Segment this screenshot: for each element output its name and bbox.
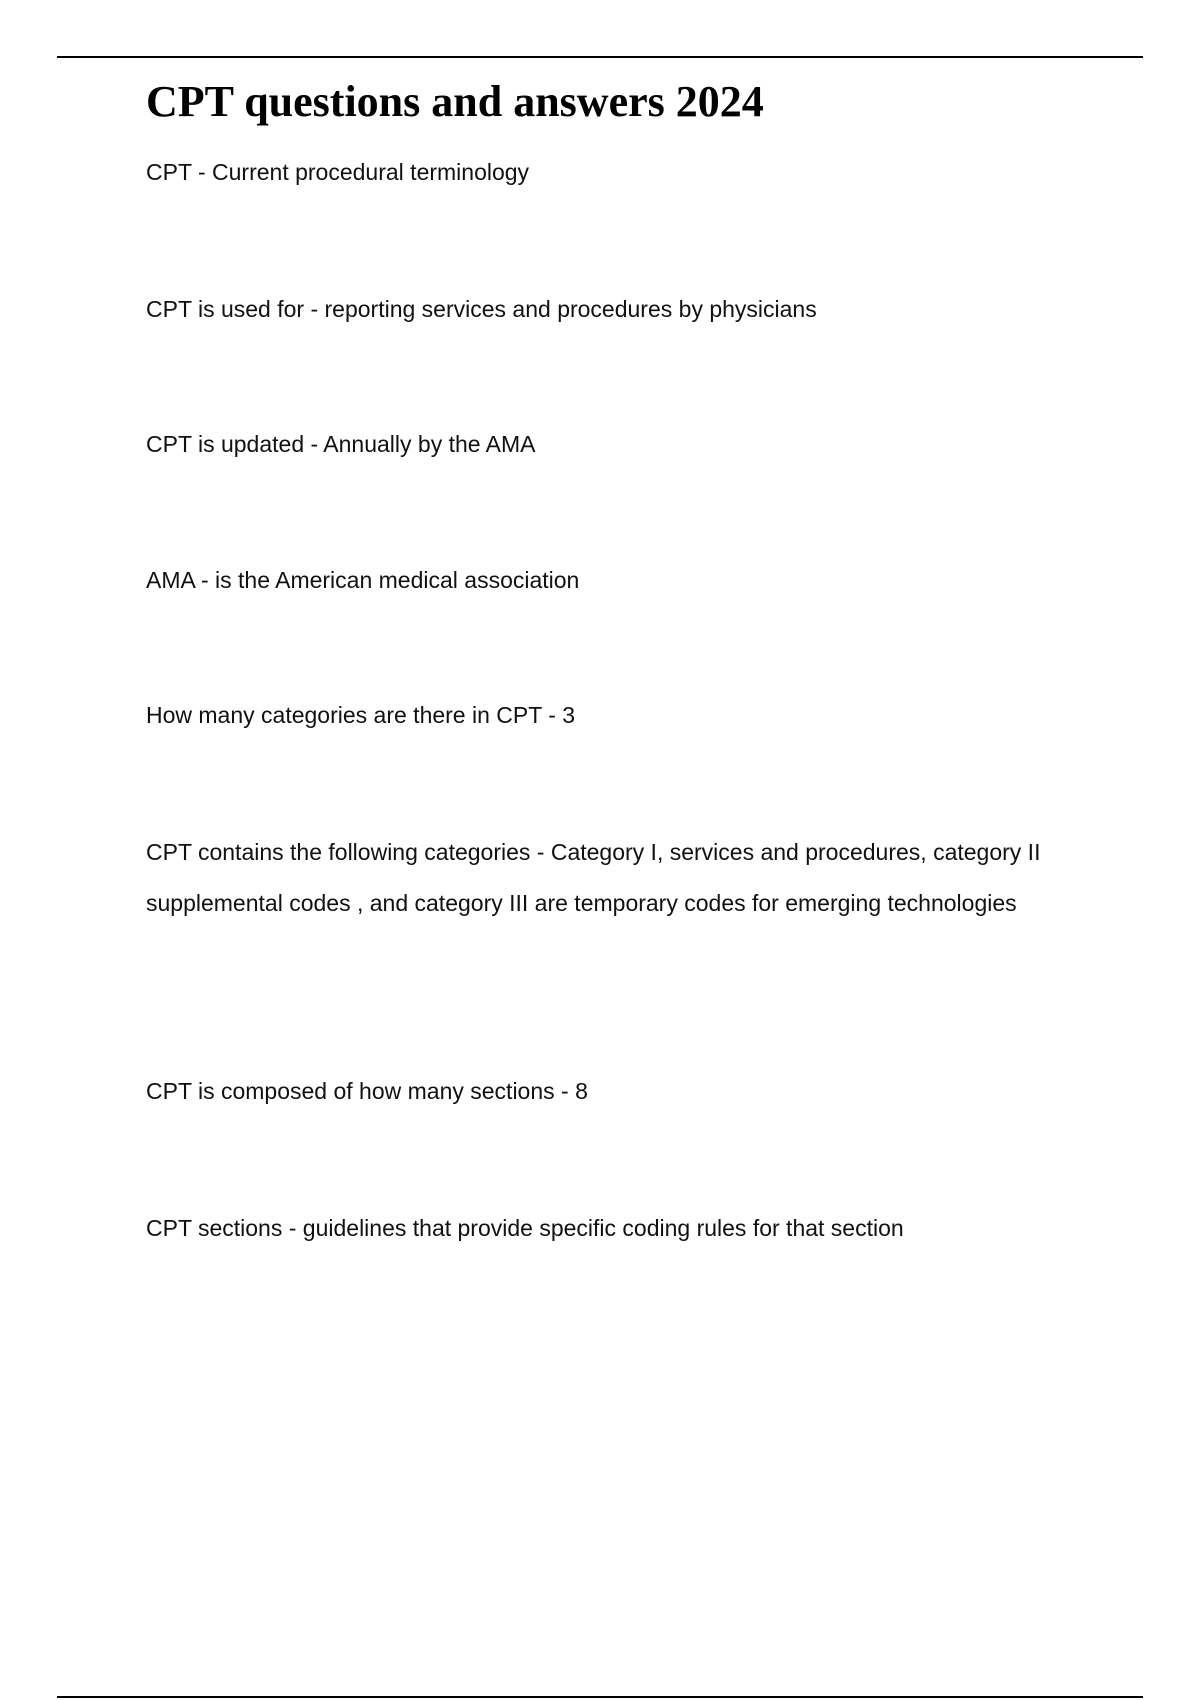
qa-item-cpt-usage: CPT is used for - reporting services and procedures by physicians bbox=[146, 296, 817, 322]
qa-item-ama-definition: AMA - is the American medical association bbox=[146, 567, 580, 593]
qa-item-category-count: How many categories are there in CPT - 3 bbox=[146, 702, 576, 728]
page-title: CPT questions and answers 2024 bbox=[146, 77, 764, 126]
qa-item-categories-list: CPT contains the following categories - Category I, services and procedures, category II supplemental codes , and category III are temporary codes for emerging technologies bbox=[146, 839, 1041, 916]
qa-item-section-count: CPT is composed of how many sections - 8 bbox=[146, 1078, 588, 1104]
qa-item-cpt-update: CPT is updated - Annually by the AMA bbox=[146, 431, 536, 457]
top-divider bbox=[57, 56, 1143, 58]
qa-item-cpt-definition: CPT - Current procedural terminology bbox=[146, 159, 530, 185]
bottom-divider bbox=[57, 1696, 1143, 1698]
qa-item-sections-guidelines: CPT sections - guidelines that provide specific coding rules for that section bbox=[146, 1215, 904, 1241]
